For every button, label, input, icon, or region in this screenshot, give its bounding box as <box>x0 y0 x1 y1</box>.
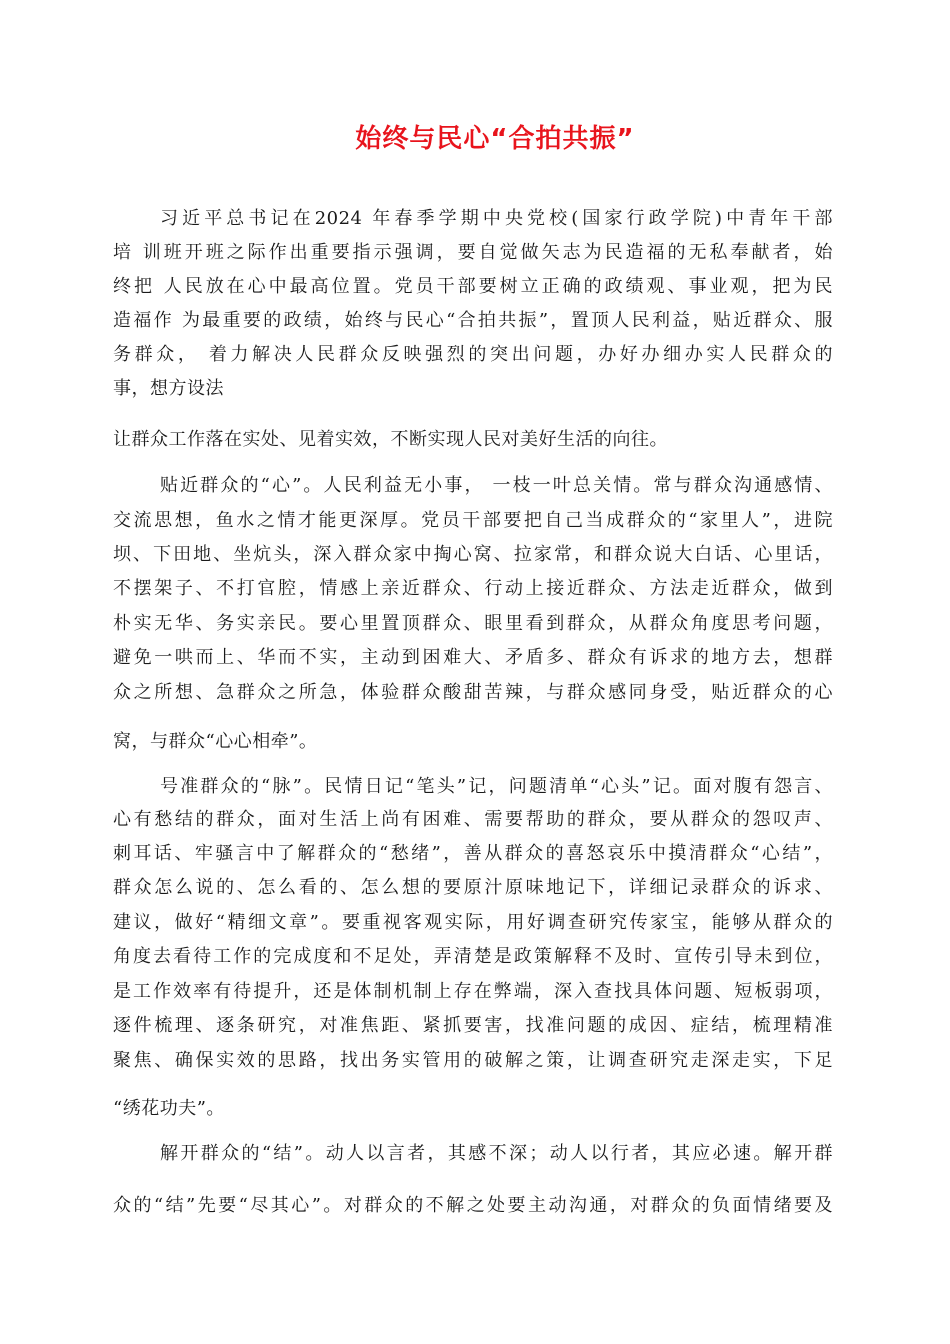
paragraph-line: 众之所想、急群众之所急，体验群众酸甜苦辣，与群众感同身受，贴近群众的心 <box>113 682 833 703</box>
paragraph-line: 号准群众的“脉”。民情日记“笔头”记，问题清单“心头”记。面对腹有怨言、 <box>160 776 833 797</box>
paragraph-line: 解开群众的“结”。动人以言者，其感不深；动人以行者，其应必速。解开群 <box>160 1143 833 1164</box>
paragraph-line: 坝、下田地、坐炕头，深入群众家中掏心窝、拉家常，和群众说大白话、心里话， <box>113 544 833 565</box>
paragraph-line: 造福作 为最重要的政绩，始终与民心“合拍共振”，置顶人民利益，贴近群众、服 <box>113 310 833 331</box>
paragraph-line: 交流思想，鱼水之情才能更深厚。党员干部要把自己当成群众的“家里人”，进院 <box>113 510 833 531</box>
paragraph-line: 角度去看待工作的完成度和不足处，弄清楚是政策解释不及时、宣传引导未到位， <box>113 946 833 967</box>
paragraph-line: 心有愁结的群众，面对生活上尚有困难、需要帮助的群众，要从群众的怨叹声、 <box>113 809 833 830</box>
page-title: 始终与民心“合拍共振” <box>355 124 635 154</box>
paragraph-line: 逐件梳理、逐条研究，对准焦距、紧抓要害，找准问题的成因、症结，梳理精准 <box>113 1015 833 1036</box>
paragraph-line: 贴近群众的“心”。人民利益无小事， 一枝一叶总关情。常与群众沟通感情、 <box>160 475 833 496</box>
paragraph-line: 聚焦、确保实效的思路，找出务实管用的破解之策，让调查研究走深走实，下足 <box>113 1050 833 1071</box>
paragraph-line: 窝，与群众“心心相牵”。 <box>113 731 318 752</box>
paragraph-line: 务群众， 着力解决人民群众反映强烈的突出问题，办好办细办实人民群众的 <box>113 344 833 365</box>
paragraph-line: 众的“结”先要“尽其心”。对群众的不解之处要主动沟通，对群众的负面情绪要及 <box>113 1195 833 1216</box>
paragraph-line: 事，想方设法 <box>113 378 224 399</box>
paragraph-line: 是工作效率有待提升，还是体制机制上存在弊端，深入查找具体问题、短板弱项， <box>113 981 833 1002</box>
paragraph-line: 让群众工作落在实处、见着实效，不断实现人民对美好生活的向往。 <box>113 429 668 450</box>
paragraph-line: 不摆架子、不打官腔，情感上亲近群众、行动上接近群众、方法走近群众，做到 <box>113 578 833 599</box>
paragraph-line: 建议，做好“精细文章”。要重视客观实际，用好调查研究传家宝，能够从群众的 <box>113 912 833 933</box>
paragraph-line: 培 训班开班之际作出重要指示强调，要自觉做矢志为民造福的无私奉献者，始 <box>113 242 833 263</box>
paragraph-line: 群众怎么说的、怎么看的、怎么想的要原汁原味地记下，详细记录群众的诉求、 <box>113 877 833 898</box>
paragraph-line: 朴实无华、务实亲民。要心里置顶群众、眼里看到群众，从群众角度思考问题， <box>113 613 833 634</box>
paragraph-line: “绣花功夫”。 <box>113 1098 225 1119</box>
paragraph-line: 习近平总书记在2024 年春季学期中央党校(国家行政学院)中青年干部 <box>160 208 833 229</box>
paragraph-line: 刺耳话、牢骚言中了解群众的“愁绪”，善从群众的喜怒哀乐中摸清群众“心结”， <box>113 843 833 864</box>
paragraph-line: 避免一哄而上、华而不实，主动到困难大、矛盾多、群众有诉求的地方去，想群 <box>113 647 833 668</box>
paragraph-line: 终把 人民放在心中最高位置。党员干部要树立正确的政绩观、事业观，把为民 <box>113 276 833 297</box>
